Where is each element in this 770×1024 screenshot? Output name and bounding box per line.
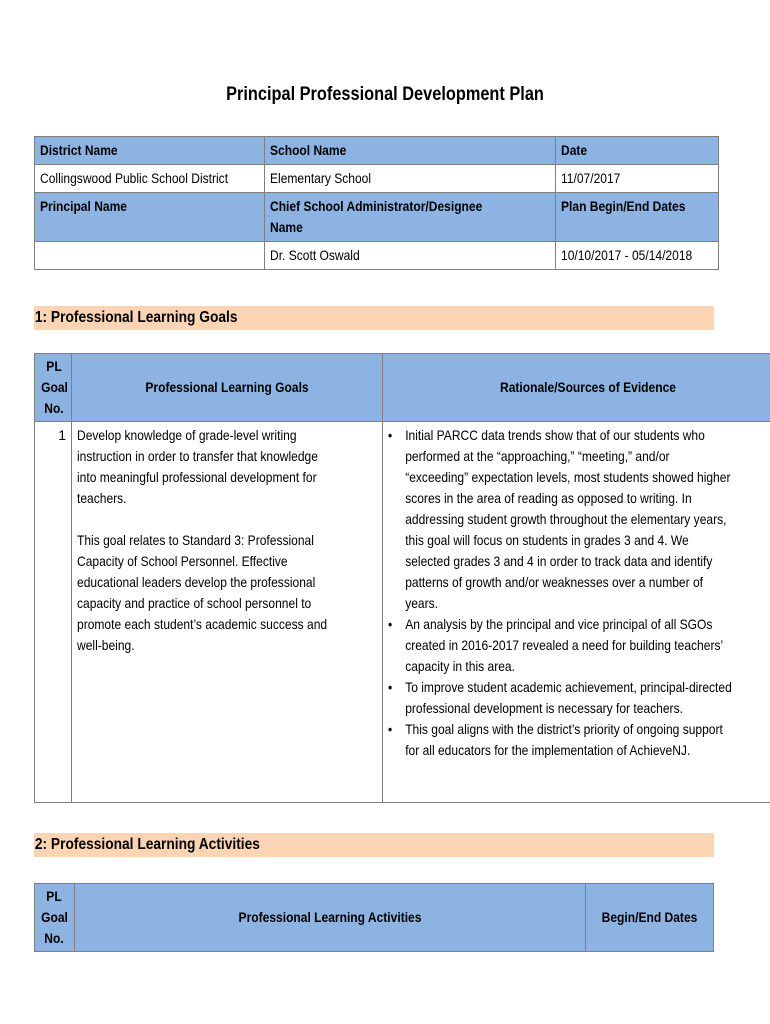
activity-goal-number-header: PL Goal No. (35, 884, 75, 952)
rationale-cell (383, 422, 770, 803)
list-item: • Initial PARCC data trends show that of our students who performed at the “approaching,” “meeting,” and/or “exceeding” expectation levels, most students showed higher scores in the area of reading as opposed to writing. In addressing student growth throughout the elementary years, this goal will focus on students in grades 3 and 4. We selected grades 3 and 4 in order to track data and identify patterns of growth and/or weaknesses over a number of years. (405, 425, 732, 614)
section-2-heading: 2: Professional Learning Activities (34, 833, 714, 857)
activities-header: Professional Learning Activities (74, 884, 585, 952)
table-row (35, 422, 770, 803)
date-value: 11/07/2017 (555, 165, 719, 193)
list-item: • To improve student academic achievement, principal-directed professional development is necessary for teachers. (405, 677, 732, 719)
list-item: • This goal aligns with the district’s priority of ongoing support for all educators for the implementation of AchieveNJ. (405, 719, 732, 761)
district-name-label: District Name (35, 137, 265, 165)
goal-number-header: PL Goal No. (35, 354, 72, 422)
goals-table (34, 353, 770, 803)
activities-table (34, 883, 714, 952)
goal-number: 1 (35, 422, 72, 803)
info-table (34, 136, 719, 270)
section-1-heading: 1: Professional Learning Goals (34, 306, 714, 330)
goal-text (72, 422, 383, 803)
csa-value: Dr. Scott Oswald (264, 242, 555, 270)
rationale-header: Rationale/Sources of Evidence (383, 354, 770, 422)
list-item: • An analysis by the principal and vice principal of all SGOs created in 2016-2017 revealed a need for building teachers’ capacity in this area. (405, 614, 732, 677)
plan-dates-value: 10/10/2017 - 05/14/2018 (555, 242, 719, 270)
district-name-value: Collingswood Public School District (35, 165, 265, 193)
page-title: Principal Professional Development Plan (226, 84, 544, 105)
goal-paragraph-2: This goal relates to Standard 3: Professional Capacity of School Personnel. Effective educational leaders develop the professional capacity and practice of school personnel to promote each student’s academic success and well-being. (77, 532, 328, 653)
plan-dates-label: Plan Begin/End Dates (555, 193, 719, 242)
csa-label: Chief School Administrator/Designee Name (264, 193, 555, 242)
principal-name-label: Principal Name (35, 193, 265, 242)
principal-name-value (35, 242, 265, 270)
goals-header: Professional Learning Goals (72, 354, 383, 422)
goal-paragraph-1: Develop knowledge of grade-level writing instruction in order to transfer that knowledge into meaningful professional development for teachers. (77, 427, 318, 506)
rationale-list (388, 425, 732, 761)
dates-header: Begin/End Dates (586, 884, 714, 952)
school-name-label: School Name (264, 137, 555, 165)
date-label: Date (555, 137, 719, 165)
school-name-value: Elementary School (264, 165, 555, 193)
